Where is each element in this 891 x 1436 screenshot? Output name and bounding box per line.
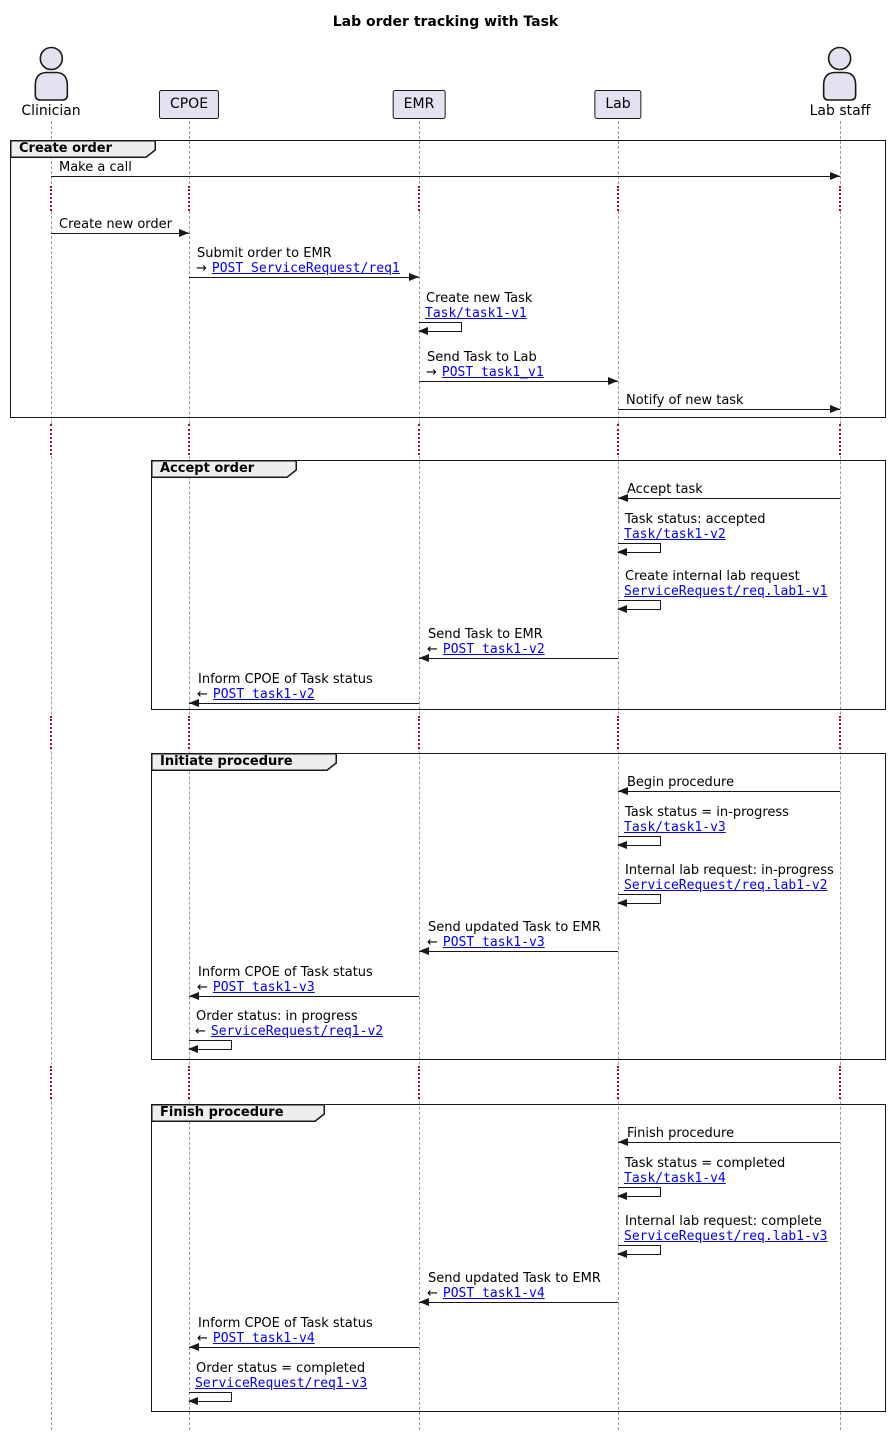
message-link-line xyxy=(624,527,726,542)
arrowhead-icon xyxy=(617,1250,627,1258)
message-link-line xyxy=(196,261,400,276)
arrowhead-icon xyxy=(418,327,428,335)
arrow-line xyxy=(419,381,618,382)
message-link[interactable]: Task/task1-v4 xyxy=(624,1171,726,1186)
message-link[interactable]: POST task1-v4 xyxy=(212,1331,315,1346)
message-link[interactable]: ServiceRequest/req1-v2 xyxy=(210,1024,384,1039)
arrowhead-icon xyxy=(618,494,628,502)
message-link[interactable]: Task/task1-v1 xyxy=(425,306,527,321)
arrowhead-icon xyxy=(419,947,429,955)
message-link-line xyxy=(624,820,726,835)
arrowhead-icon xyxy=(608,377,618,385)
arrowhead-icon xyxy=(618,787,628,795)
arrow-right-icon: → xyxy=(196,261,207,276)
message-link[interactable]: POST task1-v3 xyxy=(212,980,315,995)
arrow-line xyxy=(189,703,419,704)
delay-dots xyxy=(617,716,619,749)
message-label: Send Task to Lab xyxy=(427,350,537,365)
message-link-line xyxy=(624,878,828,893)
delay-dots xyxy=(188,424,190,455)
arrow-left-icon: ← xyxy=(427,642,438,657)
message-label: Task status = in-progress xyxy=(625,805,789,820)
message-link-line xyxy=(427,1286,545,1301)
message-label: Notify of new task xyxy=(626,393,744,408)
message-label: Accept task xyxy=(627,482,703,497)
message-label: Create new Task xyxy=(426,291,533,306)
arrowhead-icon xyxy=(830,405,840,413)
person-icon xyxy=(21,45,80,102)
message-link[interactable]: POST task1-v3 xyxy=(442,935,545,950)
arrow-line xyxy=(189,996,419,997)
arrowhead-icon xyxy=(617,548,627,556)
arrow-line xyxy=(419,658,618,659)
message-link-line xyxy=(197,980,315,995)
message-label: Create new order xyxy=(59,217,172,232)
message-link-line xyxy=(195,1024,383,1039)
frame-label: Initiate procedure xyxy=(160,754,293,769)
message-label: Order status = completed xyxy=(196,1361,366,1376)
message-link-line xyxy=(624,1171,726,1186)
message-label: Make a call xyxy=(59,160,132,175)
arrowhead-icon xyxy=(617,605,627,613)
arrowhead-icon xyxy=(188,1397,198,1405)
message-link[interactable]: ServiceRequest/req.lab1-v2 xyxy=(624,878,828,893)
message-link-line xyxy=(426,365,544,380)
actor-label: Lab staff xyxy=(809,103,871,119)
message-link[interactable]: POST task1-v2 xyxy=(212,687,315,702)
arrow-left-icon: ← xyxy=(197,687,208,702)
message-link[interactable]: ServiceRequest/req1-v3 xyxy=(195,1376,368,1391)
arrow-left-icon: ← xyxy=(197,1331,208,1346)
message-link-line xyxy=(427,935,545,950)
arrowhead-icon xyxy=(830,172,840,180)
message-label: Internal lab request: in-progress xyxy=(625,863,834,878)
message-label: Internal lab request: complete xyxy=(625,1214,822,1229)
message-label: Submit order to EMR xyxy=(197,246,332,261)
arrow-left-icon: ← xyxy=(427,1286,438,1301)
frame-label: Create order xyxy=(19,141,112,156)
diagram-title: Lab order tracking with Task xyxy=(332,14,559,30)
participant-lab: Lab xyxy=(594,90,641,119)
message-label: Inform CPOE of Task status xyxy=(198,1316,373,1331)
arrowhead-icon xyxy=(617,1192,627,1200)
message-label: Create internal lab request xyxy=(625,569,800,584)
actor-labstaff xyxy=(810,45,871,119)
arrowhead-icon xyxy=(419,1298,429,1306)
message-label: Task status = completed xyxy=(625,1156,786,1171)
arrowhead-icon xyxy=(409,273,419,281)
delay-dots xyxy=(50,1066,52,1099)
message-label: Order status: in progress xyxy=(196,1009,358,1024)
delay-dots xyxy=(839,1066,841,1099)
participant-emr: EMR xyxy=(393,90,446,119)
arrowhead-icon xyxy=(188,1045,198,1053)
arrow-right-icon: → xyxy=(426,365,437,380)
arrow-line xyxy=(618,498,840,499)
actor-label: Clinician xyxy=(21,103,81,119)
message-link-line xyxy=(427,642,545,657)
message-link-line xyxy=(624,1229,828,1244)
delay-dots xyxy=(188,1066,190,1099)
arrowhead-icon xyxy=(189,699,199,707)
arrowhead-icon xyxy=(617,841,627,849)
arrow-line xyxy=(51,233,189,234)
arrowhead-icon xyxy=(618,1138,628,1146)
arrowhead-icon xyxy=(189,1343,199,1351)
arrow-line xyxy=(189,277,419,278)
delay-dots xyxy=(50,716,52,749)
message-link-line xyxy=(624,584,828,599)
arrowhead-icon xyxy=(189,992,199,1000)
frame-label: Accept order xyxy=(160,461,255,476)
arrowhead-icon xyxy=(179,229,189,237)
message-link[interactable]: POST task1-v2 xyxy=(442,642,545,657)
delay-dots xyxy=(418,716,420,749)
message-link[interactable]: ServiceRequest/req.lab1-v1 xyxy=(624,584,828,599)
frame-label: Finish procedure xyxy=(160,1105,284,1120)
delay-dots xyxy=(418,1066,420,1099)
arrow-line xyxy=(419,951,618,952)
message-label: Finish procedure xyxy=(627,1126,735,1141)
arrow-line xyxy=(618,791,840,792)
arrow-line xyxy=(51,176,840,177)
message-link-line xyxy=(197,687,315,702)
delay-dots xyxy=(188,716,190,749)
message-link[interactable]: Task/task1-v2 xyxy=(624,527,726,542)
arrow-line xyxy=(189,1347,419,1348)
message-link[interactable]: ServiceRequest/req.lab1-v3 xyxy=(624,1229,828,1244)
message-link-line xyxy=(197,1331,315,1346)
message-label: Inform CPOE of Task status xyxy=(198,672,373,687)
delay-dots xyxy=(418,424,420,455)
message-link[interactable]: POST ServiceRequest/req1 xyxy=(211,261,400,276)
arrow-left-icon: ← xyxy=(195,1024,206,1039)
arrow-line xyxy=(618,1142,840,1143)
message-link[interactable]: POST task1-v4 xyxy=(442,1286,545,1301)
message-label: Inform CPOE of Task status xyxy=(198,965,373,980)
person-icon xyxy=(810,45,871,102)
message-label: Send updated Task to EMR xyxy=(428,1271,601,1286)
arrow-left-icon: ← xyxy=(197,980,208,995)
actor-clinician xyxy=(21,45,80,119)
message-label: Send updated Task to EMR xyxy=(428,920,601,935)
message-label: Send Task to EMR xyxy=(428,627,543,642)
delay-dots xyxy=(50,424,52,455)
arrow-line xyxy=(618,409,840,410)
message-link-line xyxy=(195,1376,367,1391)
message-label: Task status: accepted xyxy=(625,512,766,527)
participant-cpoe: CPOE xyxy=(159,90,219,119)
message-link[interactable]: POST task1_v1 xyxy=(441,365,544,380)
message-label: Begin procedure xyxy=(627,775,735,790)
delay-dots xyxy=(617,1066,619,1099)
message-link[interactable]: Task/task1-v3 xyxy=(624,820,726,835)
arrowhead-icon xyxy=(419,654,429,662)
arrowhead-icon xyxy=(617,899,627,907)
arrow-left-icon: ← xyxy=(427,935,438,950)
delay-dots xyxy=(839,424,841,455)
arrow-line xyxy=(419,1302,618,1303)
message-link-line xyxy=(425,306,527,321)
delay-dots xyxy=(839,716,841,749)
delay-dots xyxy=(617,424,619,455)
